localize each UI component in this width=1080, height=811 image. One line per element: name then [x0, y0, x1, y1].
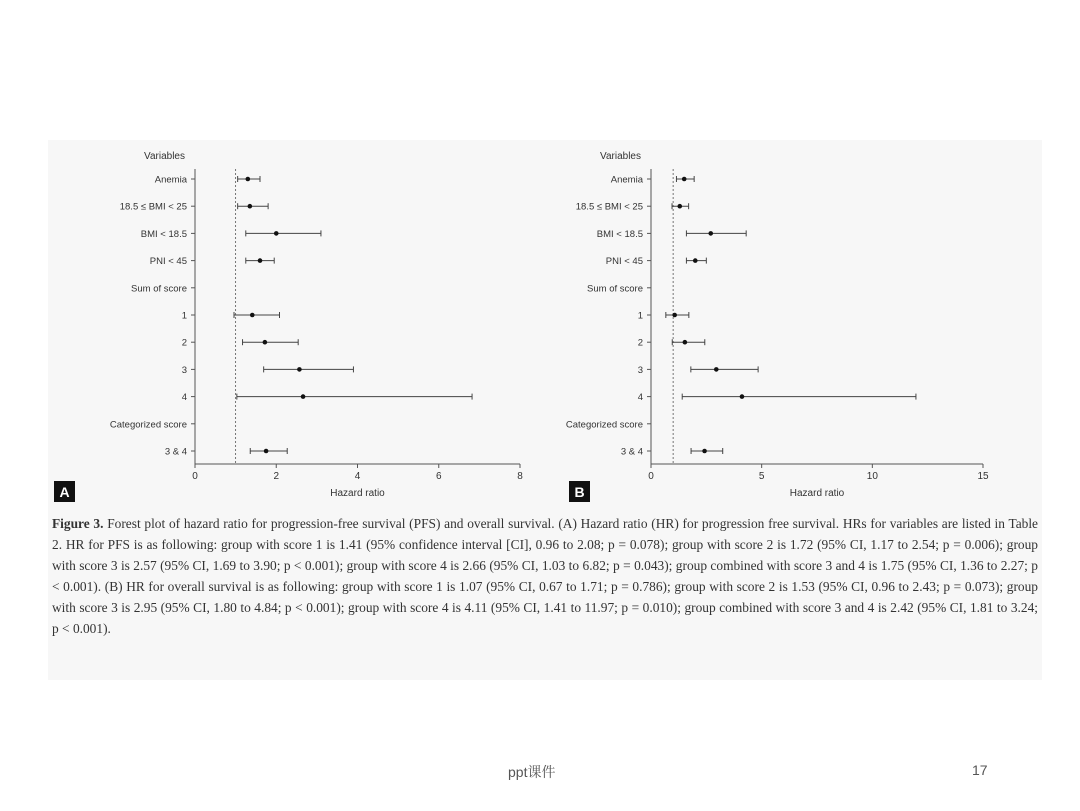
panel-b-hr-point — [693, 258, 698, 263]
panel-a-row-label: 4 — [181, 392, 187, 404]
panel-b-row-label: Categorized score — [565, 419, 643, 431]
panel-b-row-label: 2 — [637, 337, 643, 349]
panel-a-row-label: PNI < 45 — [149, 256, 187, 268]
panel-b-x-axis-label: Hazard ratio — [789, 488, 845, 499]
panel-b-hr-point — [708, 231, 713, 236]
caption-text: Forest plot of hazard ratio for progression-free survival (PFS) and overall survival. (A) Hazard ratio (HR) for progression free survival. HRs for variables are listed in Table 2. HR for PFS is as following: group with score 1 is 1.41 (95% confidence interval [CI], 0.96 to 2.08; p = 0.078); group with score 2 is 1.72 (95% CI, 1.17 to 2.54; p = 0.006); group with score 3 is 2.57 (95% CI, 1.69 to 3.90; p < 0.001); group with score 4 is 2.66 (95% CI, 1.03 to 6.82; p = 0.043); group combined with score 3 and 4 is 1.75 (95% CI, 1.36 to 2.27; p < 0.001). (B) HR for overall survival is as following: group with score 1 is 1.07 (95% CI, 0.67 to 1.71; p = 0.786); group with score 2 is 1.53 (95% CI, 0.96 to 2.43; p = 0.073); group with score 3 is 2.95 (95% CI, 1.80 to 4.84; p < 0.001); group with score 4 is 4.11 (95% CI, 1.41 to 11.97; p = 0.010); group combined with score 3 and 4 is 2.42 (95% CI, 1.81 to 3.24; p < 0.001). — [52, 516, 1039, 636]
panel-b-row-label: 1 — [637, 310, 643, 322]
panel-a-x-tick-label: 2 — [273, 471, 280, 482]
panel-a-row-label: 3 & 4 — [164, 446, 187, 458]
panel-b-hr-point — [682, 177, 687, 182]
panel-a-hr-point — [258, 258, 263, 263]
panel-b-x-tick-label: 10 — [866, 471, 878, 482]
panel-b-x-tick-label: 15 — [977, 471, 989, 482]
panel-b-hr-point — [672, 313, 677, 318]
panel-a-row-label: Sum of score — [131, 283, 187, 295]
panel-a-hr-point — [264, 449, 269, 454]
panel-a-hr-point — [274, 231, 279, 236]
panel-b-row-label: 3 — [637, 364, 643, 376]
caption-figure-label: Figure 3. — [52, 516, 104, 531]
panel-a-hr-point — [246, 177, 251, 182]
footer-label: ppt课件 — [508, 764, 556, 780]
panel-a-row-label: Anemia — [154, 174, 187, 186]
panel-a-hr-point — [297, 367, 302, 372]
panel-a-panel-letter: A — [59, 484, 70, 500]
panel-a-hr-point — [301, 394, 306, 399]
panel-a-row-label: BMI < 18.5 — [140, 228, 187, 240]
panel-b-title: Variables — [600, 151, 641, 162]
panel-a-hr-point — [250, 313, 255, 318]
panel-a-x-tick-label: 0 — [192, 471, 198, 482]
panel-a-row-label: 1 — [181, 310, 187, 322]
panel-a-hr-point — [263, 340, 268, 345]
panel-a-title: Variables — [144, 151, 185, 162]
panel-a-x-axis-label: Hazard ratio — [330, 488, 385, 499]
panel-b-hr-point — [714, 367, 719, 372]
panel-b-hr-point — [702, 449, 707, 454]
panel-b-row-label: 18.5 ≤ BMI < 25 — [575, 201, 643, 213]
panel-a-x-tick-label: 4 — [354, 471, 361, 482]
panel-a-row-label: 2 — [181, 337, 187, 349]
panel-b-hr-point — [683, 340, 688, 345]
panel-a-hr-point — [248, 204, 253, 209]
panel-b-row-label: 3 & 4 — [620, 446, 643, 458]
panel-b-row-label: PNI < 45 — [605, 256, 643, 268]
panel-a-row-label: 18.5 ≤ BMI < 25 — [119, 201, 187, 213]
panel-b-x-tick-label: 0 — [648, 471, 654, 482]
panel-b-row-label: BMI < 18.5 — [596, 228, 643, 240]
panel-b-row-label: 4 — [637, 392, 643, 404]
panel-a-x-tick-label: 8 — [517, 471, 523, 482]
panel-a-row-label: Categorized score — [109, 419, 187, 431]
panel-a-row-label: 3 — [181, 364, 187, 376]
panel-b-hr-point — [677, 204, 682, 209]
panel-b-row-label: Sum of score — [587, 283, 643, 295]
panel-b-x-tick-label: 5 — [758, 471, 765, 482]
page-number: 17 — [972, 762, 988, 778]
panel-b-panel-letter: B — [574, 484, 585, 500]
figure-caption — [52, 513, 1038, 639]
panel-b-hr-point — [740, 394, 745, 399]
panel-b-row-label: Anemia — [610, 174, 643, 186]
panel-a-x-tick-label: 6 — [435, 471, 442, 482]
